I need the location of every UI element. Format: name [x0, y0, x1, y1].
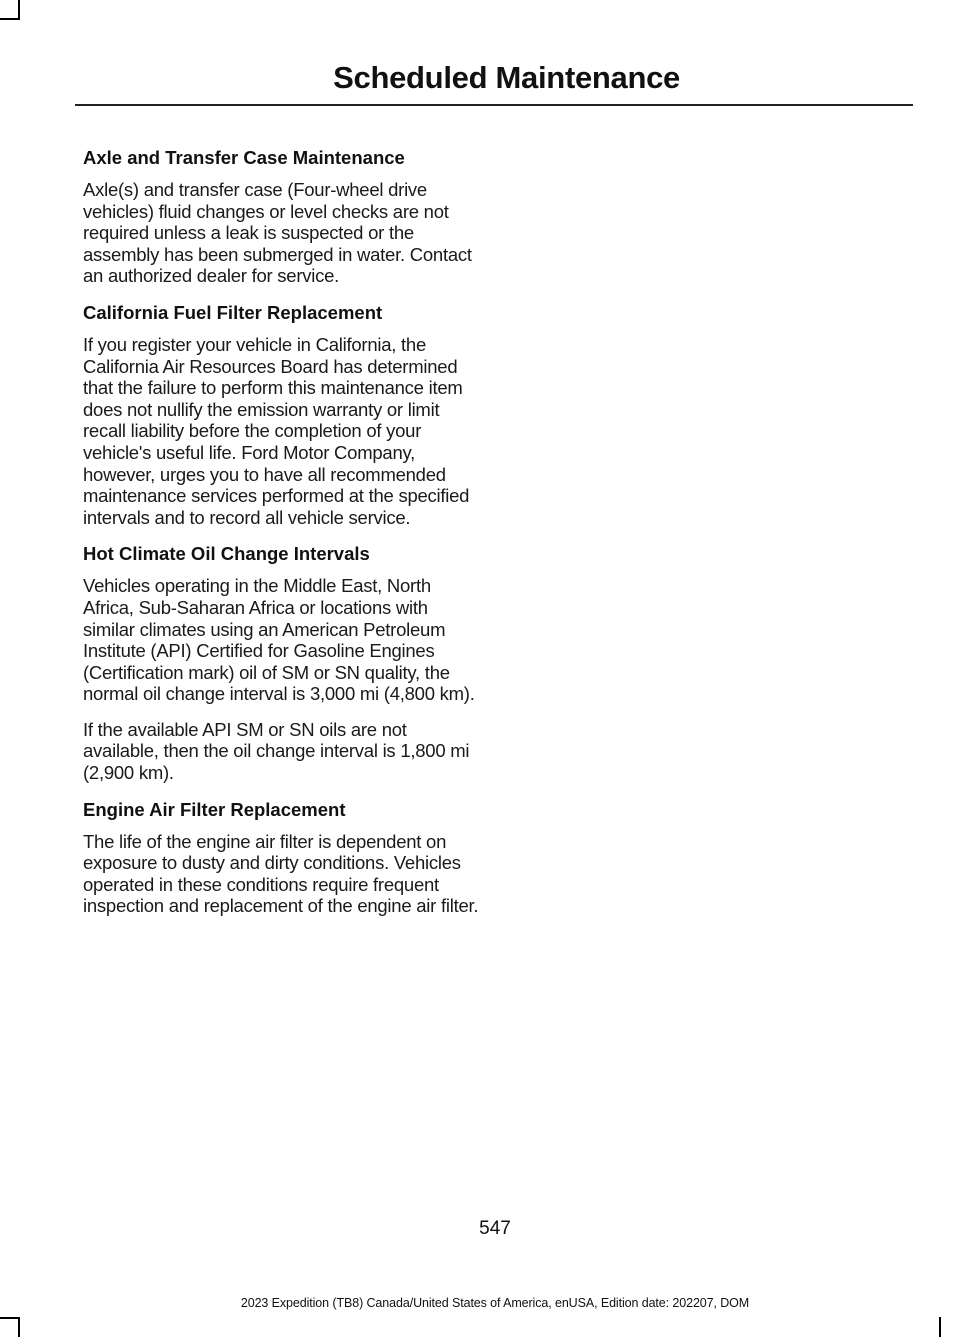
page-number: 547	[479, 1218, 511, 1239]
section-paragraph: Axle(s) and transfer case (Four-wheel drive vehicles) fluid changes or level checks are not required unless a leak is suspected or the assembly has been submerged in water. Contact an authorized dealer for service.	[83, 179, 472, 287]
section-paragraph: If the available API SM or SN oils are not available, then the oil change interval is 1,800 mi (2,900 km).	[83, 718, 470, 784]
section-california-fuel-filter	[83, 301, 479, 528]
footer-edition-info: 2023 Expedition (TB8) Canada/United States of America, enUSA, Edition date: 202207, DOM	[240, 1296, 750, 1310]
section-hot-climate-oil	[83, 542, 479, 783]
section-axle-transfer-case	[83, 146, 479, 287]
section-heading: Axle and Transfer Case Maintenance	[83, 147, 405, 168]
section-paragraph: Vehicles operating in the Middle East, North Africa, Sub-Saharan Africa or locations with similar climates using an American Petroleum Institute (API) Certified for Gasoline Engines (Certification mark) oil of SM or SN quality, the normal oil change interval is 3,000 mi (4,800 km).	[83, 575, 475, 705]
crop-mark-bottom-left	[18, 1317, 20, 1337]
section-heading: Engine Air Filter Replacement	[83, 798, 346, 820]
header-divider	[75, 104, 913, 106]
section-heading: California Fuel Filter Replacement	[83, 301, 383, 323]
crop-mark-top-left	[18, 0, 20, 20]
section-paragraph: The life of the engine air filter is dependent on exposure to dusty and dirty conditions. Vehicles operated in these conditions require frequent inspection and replacement of the engine air filter.	[83, 830, 479, 917]
content-column	[83, 146, 479, 931]
section-engine-air-filter	[83, 798, 479, 917]
section-heading: Hot Climate Oil Change Intervals	[83, 543, 370, 565]
section-paragraph: If you register your vehicle in California, the California Air Resources Board has determined that the failure to perform this maintenance item does not nullify the emission warranty or limit recall liability before the completion of your vehicle's useful life. Ford Motor Company, however, urges you to have all recommended maintenance services performed at the specified intervals and to record all vehicle service.	[83, 333, 470, 528]
crop-mark-bottom-right	[939, 1317, 941, 1337]
page-title: Scheduled Maintenance	[333, 60, 680, 95]
crop-mark-bottom-left-h	[0, 1317, 20, 1319]
crop-mark-top-left-h	[0, 18, 20, 20]
